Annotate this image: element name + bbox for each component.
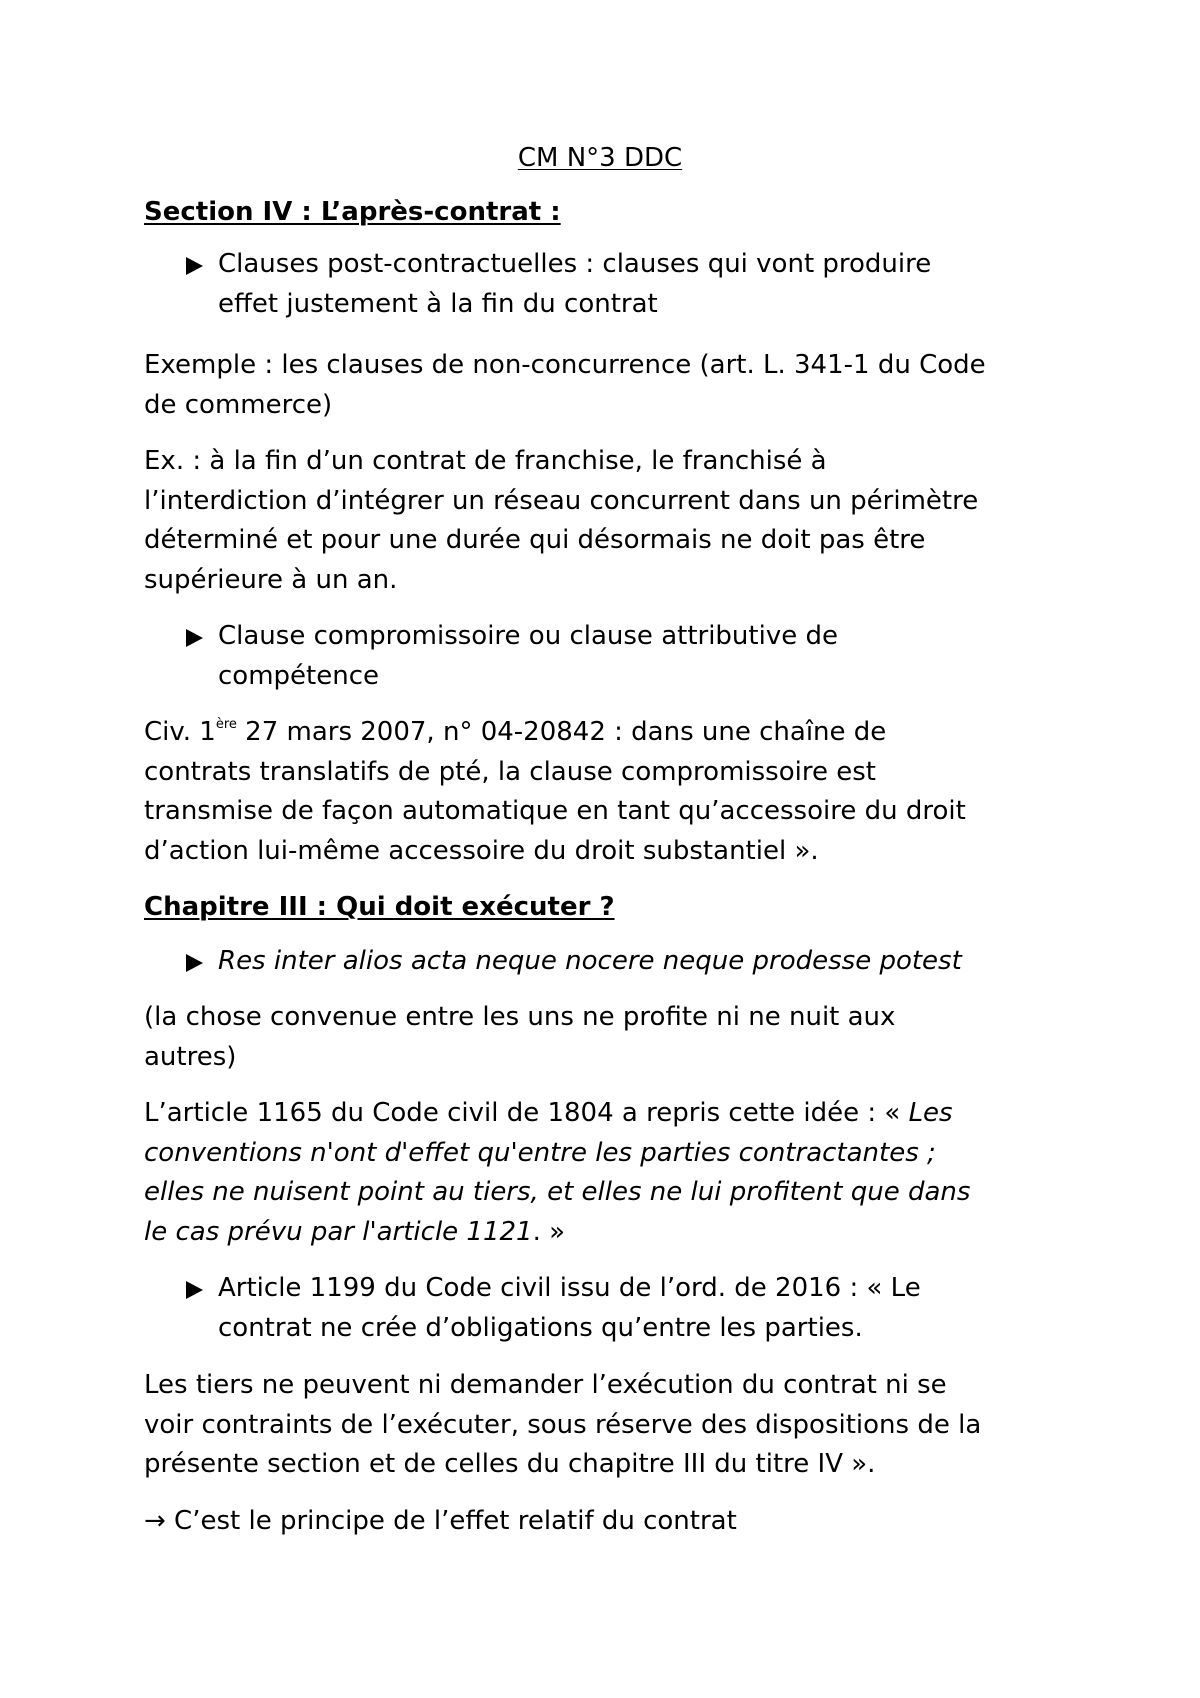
section-heading xyxy=(144,193,1084,233)
document-title: CM N°3 DDC xyxy=(517,143,683,173)
quote-intro: L’article 1165 du Code civil de 1804 a repris cette idée : « xyxy=(144,1098,909,1128)
text-line: Les tiers ne peuvent ni demander l’exécution du contrat ni se xyxy=(144,1370,947,1400)
text-line: Exemple : les clauses de non-concurrence (art. L. 341-1 du Code xyxy=(144,350,986,380)
paragraph xyxy=(144,1094,1084,1252)
text-line: Ex. : à la fin d’un contrat de franchise, le franchisé à xyxy=(144,446,827,476)
superscript: ère xyxy=(215,717,237,732)
text-line xyxy=(144,1094,1084,1134)
text-line: autres) xyxy=(144,1041,237,1072)
civ-rest: 27 mars 2007, n° 04-20842 : dans une chaîne de xyxy=(236,717,887,747)
paragraph xyxy=(144,442,1084,600)
chapter-heading-text: Chapitre III : Qui doit exécuter ? xyxy=(144,892,615,922)
conclusion xyxy=(144,1502,1084,1542)
text-line: voir contraints de l’exécuter, sous réserve des dispositions de la xyxy=(144,1409,982,1440)
text-line: d’action lui-même accessoire du droit substantiel ». xyxy=(144,835,819,866)
bullet-text xyxy=(218,245,931,324)
quote-line: elles ne nuisent point au tiers, et elles ne lui profitent que dans xyxy=(144,1177,971,1207)
paragraph xyxy=(144,713,1084,871)
text-line: contrats translatifs de pté, la clause compromissoire est xyxy=(144,756,876,787)
text-line: Clauses post-contractuelles : clauses qui vont produire xyxy=(218,249,932,279)
paragraph xyxy=(144,1366,1084,1485)
chapter-heading xyxy=(144,888,1084,928)
quote-line: conventions n'ont d'effet qu'entre les parties contractantes ; xyxy=(144,1137,936,1168)
text-line xyxy=(144,1213,1084,1253)
quote-text: le cas prévu par l'article 1121 xyxy=(144,1216,533,1247)
text-line: Article 1199 du Code civil issu de l’ord. de 2016 : « Le xyxy=(218,1273,921,1303)
paragraph xyxy=(144,998,1084,1077)
text-line: déterminé et pour une durée qui désormais ne doit pas être xyxy=(144,525,926,555)
text-line: de commerce) xyxy=(144,389,333,420)
quote-text: Les xyxy=(908,1098,953,1128)
text-line xyxy=(144,713,1084,753)
text-line: transmise de façon automatique en tant qu’accessoire du droit xyxy=(144,796,966,826)
text-line: l’interdiction d’intégrer un réseau concurrent dans un périmètre xyxy=(144,485,979,516)
latin-maxim: Res inter alios acta neque nocere neque prodesse potest xyxy=(218,946,962,976)
quote-end: . » xyxy=(532,1216,566,1247)
civ-prefix: Civ. 1 xyxy=(144,717,216,747)
paragraph xyxy=(144,346,1084,425)
text-line: présente section et de celles du chapitre III du titre IV ». xyxy=(144,1449,876,1479)
text-line: effet justement à la fin du contrat xyxy=(218,288,658,319)
text-line: → C’est le principe de l’effet relatif du contrat xyxy=(144,1506,737,1536)
text-line: contrat ne crée d’obligations qu’entre les parties. xyxy=(218,1312,863,1343)
text-line: compétence xyxy=(218,660,379,691)
bullet-text xyxy=(218,617,838,696)
text-line: (la chose convenue entre les uns ne profite ni ne nuit aux xyxy=(144,1002,896,1032)
text-line: supérieure à un an. xyxy=(144,564,398,595)
bullet-text xyxy=(218,1269,921,1348)
text-line: Clause compromissoire ou clause attributive de xyxy=(218,621,838,651)
section-heading-text: Section IV : L’après-contrat : xyxy=(144,197,561,227)
